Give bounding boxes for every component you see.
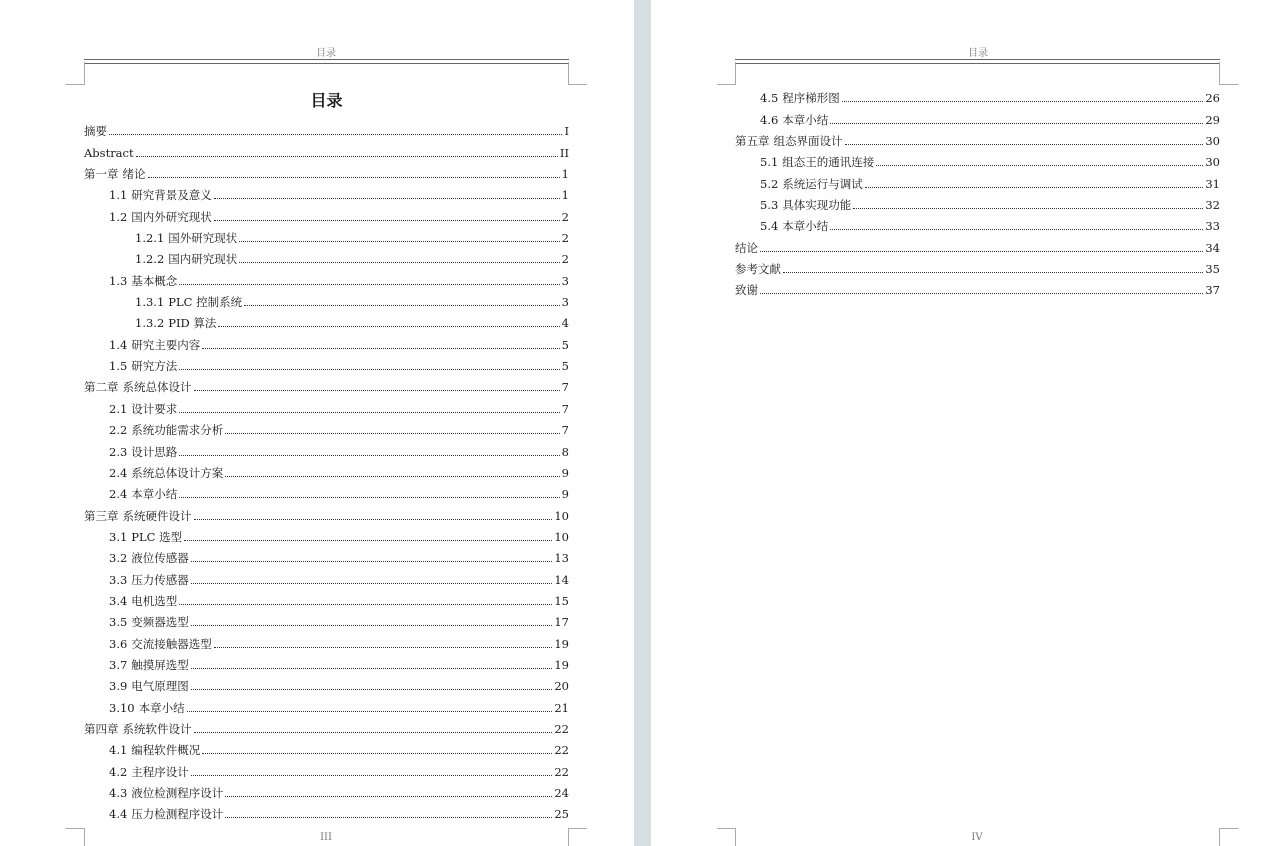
dot-leader <box>830 123 1203 124</box>
toc-entry[interactable] <box>84 224 569 245</box>
crop-mark <box>66 62 85 85</box>
toc-entry-text: 触摸屏选型 <box>131 657 189 672</box>
toc-entry-label <box>109 210 213 224</box>
toc-entry-label <box>84 167 147 181</box>
toc-entry[interactable] <box>84 181 569 202</box>
toc-entry-number: 2.4 <box>109 487 128 502</box>
toc-entry-text: 研究方法 <box>131 359 178 374</box>
dot-leader <box>184 540 552 541</box>
dot-leader <box>191 668 553 669</box>
dot-leader <box>191 775 553 776</box>
toc-entry-label <box>109 551 190 565</box>
toc-entry-label <box>109 402 178 416</box>
toc-entry[interactable] <box>735 84 1220 105</box>
toc-entry[interactable] <box>84 608 569 629</box>
toc-entry-label <box>760 91 841 105</box>
toc-entry-text: 致谢 <box>735 283 758 298</box>
toc-entry-number: 1.4 <box>109 337 128 352</box>
toc-entry-text: 设计思路 <box>131 444 178 459</box>
dot-leader <box>136 156 558 157</box>
toc-entry-number: 4.6 <box>760 112 779 127</box>
toc-entry-text: 设计要求 <box>131 401 178 416</box>
dot-leader <box>179 412 559 413</box>
toc-entry-page: 8 <box>561 444 569 459</box>
toc-entry-number: 3.10 <box>109 700 135 715</box>
toc-entry-text: 系统功能需求分析 <box>131 423 224 438</box>
toc-entry-text: 摘要 <box>84 124 107 139</box>
dot-leader <box>179 455 559 456</box>
document-page-right <box>651 0 1285 846</box>
toc-entry-number: 2.1 <box>109 401 128 416</box>
dot-leader <box>225 817 552 818</box>
toc-entry-label <box>84 124 108 138</box>
toc-entry-page: 25 <box>554 807 569 822</box>
toc-entry-text: 编程软件概况 <box>131 743 201 758</box>
toc-entry-number: 4.4 <box>109 807 128 822</box>
toc-entry-number: 3.5 <box>109 615 128 630</box>
dot-leader <box>194 519 553 520</box>
dot-leader <box>179 284 559 285</box>
toc-entry[interactable] <box>84 523 569 544</box>
toc-entry-page: 35 <box>1205 262 1220 277</box>
toc-entry-page: 1 <box>561 188 569 203</box>
toc-entry[interactable] <box>84 288 569 309</box>
toc-entry-number: 1.2.2 <box>135 252 165 267</box>
dot-leader <box>179 369 559 370</box>
crop-mark <box>717 828 736 846</box>
toc-entry[interactable] <box>84 266 569 287</box>
toc-entry-label <box>84 146 135 160</box>
toc-entry-page: 22 <box>554 743 569 758</box>
toc-entry[interactable] <box>84 138 569 159</box>
toc-entry[interactable] <box>735 191 1220 212</box>
toc-entry-number: 3.6 <box>109 636 128 651</box>
crop-mark <box>717 62 736 85</box>
toc-entry-page: 2 <box>561 252 569 267</box>
toc-entry[interactable] <box>84 544 569 565</box>
toc-entry-text: 结论 <box>735 240 758 255</box>
toc-entry-label <box>760 177 864 191</box>
toc-entry-number: 第二章 <box>84 380 119 395</box>
toc-entry-page: 31 <box>1205 176 1220 191</box>
toc-entry-number: 5.3 <box>760 198 779 213</box>
toc-entry-number: 5.4 <box>760 219 779 234</box>
dot-leader <box>202 348 559 349</box>
toc-entry-page: 19 <box>554 636 569 651</box>
toc-entry-text: 液位传感器 <box>131 551 189 566</box>
dot-leader <box>179 497 559 498</box>
toc-entry[interactable] <box>84 394 569 415</box>
toc-entry-label <box>760 155 875 169</box>
toc-entry-number: 1.3.2 <box>135 316 165 331</box>
toc-entry-text: PLC 选型 <box>131 529 183 544</box>
crop-mark <box>1219 62 1238 85</box>
toc-entry[interactable] <box>84 693 569 714</box>
toc-entry[interactable] <box>84 736 569 757</box>
toc-entry[interactable] <box>735 212 1220 233</box>
toc-entry[interactable] <box>84 672 569 693</box>
toc-entry[interactable] <box>84 309 569 330</box>
toc-title: 目录 <box>310 91 343 110</box>
toc-entry[interactable] <box>735 127 1220 148</box>
toc-entry-label <box>135 252 238 266</box>
toc-entry[interactable] <box>735 255 1220 276</box>
toc-entry-number: 5.1 <box>760 155 779 170</box>
dot-leader <box>842 101 1204 102</box>
dot-leader <box>214 198 560 199</box>
toc-entry-page: 30 <box>1205 155 1220 170</box>
toc-entry-number: 第五章 <box>735 134 770 149</box>
dot-leader <box>218 326 559 327</box>
toc-entry-page: I <box>564 124 569 139</box>
toc-entry[interactable] <box>84 800 569 821</box>
toc-entry[interactable] <box>735 276 1220 297</box>
toc-entry-text: 具体实现功能 <box>782 198 852 213</box>
toc-entry[interactable] <box>84 757 569 778</box>
toc-entry-text: 系统硬件设计 <box>122 508 192 523</box>
toc-entry-label <box>109 701 186 715</box>
toc-entry-label <box>109 807 224 821</box>
toc-entry-page: 15 <box>554 593 569 608</box>
toc-entry[interactable] <box>84 437 569 458</box>
toc-entry-label <box>84 380 193 394</box>
toc-entry[interactable] <box>84 779 569 800</box>
dot-leader <box>760 251 1203 252</box>
dot-leader <box>760 293 1203 294</box>
toc-entry-label <box>109 338 201 352</box>
toc-entry-label <box>109 274 178 288</box>
dot-leader <box>225 796 552 797</box>
toc-entry-text: 本章小结 <box>131 487 178 502</box>
toc-entry-page: 32 <box>1205 198 1220 213</box>
toc-entry-label <box>760 219 829 233</box>
toc-entry[interactable] <box>84 629 569 650</box>
toc-entry-page: 7 <box>561 423 569 438</box>
toc-entry-label <box>735 262 782 276</box>
toc-entry-text: 压力检测程序设计 <box>131 807 224 822</box>
toc-entry-page: 4 <box>561 316 569 331</box>
toc-entry-number: 3.3 <box>109 572 128 587</box>
toc-entry-text: 组态界面设计 <box>773 134 843 149</box>
document-page-left <box>0 0 634 846</box>
toc-entry-label <box>109 658 190 672</box>
page-footer: IV <box>971 832 983 843</box>
toc-entry-text: 本章小结 <box>138 700 185 715</box>
toc-entry-label <box>135 231 238 245</box>
header-rule <box>84 59 569 64</box>
dot-leader <box>783 272 1203 273</box>
toc-entry-page: 5 <box>561 337 569 352</box>
toc-entry[interactable] <box>84 352 569 373</box>
toc-entry-label <box>109 637 213 651</box>
toc-entry-page: 21 <box>554 700 569 715</box>
toc-entry-text: Abstract <box>84 145 134 160</box>
dot-leader <box>187 711 553 712</box>
toc-entry-label <box>135 295 243 309</box>
toc-entry[interactable] <box>84 715 569 736</box>
toc-entry-text: 系统运行与调试 <box>782 176 863 191</box>
toc-entry-page: 22 <box>554 721 569 736</box>
toc-entry-number: 第四章 <box>84 721 119 736</box>
crop-mark <box>1219 828 1238 846</box>
dot-leader <box>845 144 1204 145</box>
page-header: 目录 <box>968 48 988 59</box>
page-header: 目录 <box>316 48 336 59</box>
toc-entry-page: 17 <box>554 615 569 630</box>
toc-entry-label <box>109 487 178 501</box>
toc-entry[interactable] <box>84 565 569 586</box>
toc-entry-page: 2 <box>561 231 569 246</box>
toc-entry-label <box>109 188 213 202</box>
toc-entry-text: 国内外研究现状 <box>131 209 212 224</box>
toc-entry-text: 系统总体设计 <box>122 380 192 395</box>
toc-entry-text: PLC 控制系统 <box>168 295 243 310</box>
dot-leader <box>214 220 560 221</box>
dot-leader <box>191 561 553 562</box>
toc-entry-number: 4.5 <box>760 91 779 106</box>
toc-entry-page: 2 <box>561 209 569 224</box>
toc-entry-label <box>109 573 190 587</box>
toc-entry-label <box>84 509 193 523</box>
toc-entry-page: 19 <box>554 657 569 672</box>
toc-entry-label <box>109 679 190 693</box>
toc-entry[interactable] <box>84 459 569 480</box>
toc-entry-page: 5 <box>561 359 569 374</box>
toc-entry-text: 系统总体设计方案 <box>131 465 224 480</box>
toc-entry-number: 1.3.1 <box>135 295 165 310</box>
dot-leader <box>194 390 560 391</box>
page-footer: III <box>320 832 332 843</box>
toc-entry-text: 国外研究现状 <box>168 231 238 246</box>
toc-entry[interactable] <box>84 160 569 181</box>
toc-entry[interactable] <box>84 330 569 351</box>
dot-leader <box>194 732 553 733</box>
toc-entry-page: 10 <box>554 529 569 544</box>
toc-entry-text: 电气原理图 <box>131 679 189 694</box>
dot-leader <box>109 134 562 135</box>
dot-leader <box>830 229 1203 230</box>
toc-entry-number: 1.5 <box>109 359 128 374</box>
toc-entry-number: 3.1 <box>109 529 128 544</box>
toc-entry-number: 1.2 <box>109 209 128 224</box>
toc-entry[interactable] <box>84 587 569 608</box>
toc-entry-text: 液位检测程序设计 <box>131 786 224 800</box>
toc-entry-text: 程序梯形图 <box>782 91 840 106</box>
toc-entry-number: 3.9 <box>109 679 128 694</box>
toc-entry-label <box>109 765 190 779</box>
toc-entry-label <box>109 786 224 800</box>
dot-leader <box>148 177 560 178</box>
crop-mark <box>66 828 85 846</box>
toc-entry-number: 4.2 <box>109 764 128 779</box>
dot-leader <box>239 262 559 263</box>
toc-entry[interactable] <box>735 148 1220 169</box>
toc-entry-label <box>109 445 178 459</box>
toc-entry-number: 2.4 <box>109 465 128 480</box>
toc-entry-text: 基本概念 <box>131 273 178 288</box>
toc-entry-page: 26 <box>1205 91 1220 106</box>
toc-entry-page: 29 <box>1205 112 1220 127</box>
toc-entry-text: 国内研究现状 <box>168 252 238 267</box>
toc-entry-label <box>735 134 844 148</box>
toc-entry-number: 1.1 <box>109 188 128 203</box>
toc-entry-text: 绪论 <box>122 167 146 182</box>
toc-entry-text: 研究背景及意义 <box>131 188 212 203</box>
toc-entry-text: 压力传感器 <box>131 572 189 587</box>
toc-entry-number: 2.2 <box>109 423 128 438</box>
toc-entry[interactable] <box>735 233 1220 254</box>
toc-entry-page: 20 <box>554 679 569 694</box>
toc-entry-number: 2.3 <box>109 444 128 459</box>
dot-leader <box>202 753 552 754</box>
toc-entry[interactable] <box>84 501 569 522</box>
toc-entry-page: 1 <box>561 167 569 182</box>
dot-leader <box>214 647 553 648</box>
toc-entry-text: 参考文献 <box>735 262 781 277</box>
toc-entry-text: 本章小结 <box>782 219 829 234</box>
dot-leader <box>191 689 553 690</box>
toc-entry-page: 7 <box>561 380 569 395</box>
dot-leader <box>239 241 559 242</box>
toc-entry-page: 34 <box>1205 240 1220 255</box>
toc-entry-page: 22 <box>554 764 569 779</box>
toc-entry-page: 9 <box>561 465 569 480</box>
toc-entry-text: PID 算法 <box>168 316 217 331</box>
toc-entry[interactable] <box>84 651 569 672</box>
toc-entry-number: 4.3 <box>109 786 128 800</box>
dot-leader <box>876 165 1203 166</box>
toc-entry[interactable] <box>735 105 1220 126</box>
toc-entry-text: 系统软件设计 <box>122 721 192 736</box>
toc-entry-number: 3.2 <box>109 551 128 566</box>
header-rule <box>735 59 1220 64</box>
dot-leader <box>191 625 553 626</box>
toc-entry-label <box>735 241 759 255</box>
toc-entry-page: 9 <box>561 487 569 502</box>
toc-entry-label <box>735 283 759 297</box>
toc-entry-text: 主程序设计 <box>131 764 189 779</box>
toc-entry-number: 第一章 <box>84 167 119 182</box>
toc-entry-label <box>760 198 852 212</box>
dot-leader <box>225 476 559 477</box>
toc-entry-text: 组态王的通讯连接 <box>782 155 875 170</box>
toc-entry-number: 3.4 <box>109 593 128 608</box>
toc-entry-label <box>109 359 178 373</box>
toc-entry-number: 4.1 <box>109 743 128 758</box>
toc-entry-page: 3 <box>561 295 569 310</box>
toc-entry-label <box>109 530 183 544</box>
toc-entry-text: 电机选型 <box>131 593 178 608</box>
toc-entry-text: 研究主要内容 <box>131 337 201 352</box>
toc-entry-label <box>109 615 190 629</box>
dot-leader <box>853 208 1203 209</box>
toc-entry-number: 第三章 <box>84 508 119 523</box>
toc-entry-page: 7 <box>561 401 569 416</box>
toc-entry[interactable] <box>84 480 569 501</box>
toc-entry[interactable] <box>735 169 1220 190</box>
dot-leader <box>225 433 559 434</box>
toc-entry-label <box>109 466 224 480</box>
toc-entry-label <box>109 594 178 608</box>
toc-entry-page: 3 <box>561 273 569 288</box>
toc-entry-page: II <box>559 145 569 160</box>
toc-entry-page: 33 <box>1205 219 1220 234</box>
page-gutter <box>634 0 651 846</box>
toc-entry-label <box>84 722 193 736</box>
toc-list <box>735 84 1220 297</box>
dot-leader <box>865 187 1204 188</box>
toc-entry-page: 24 <box>554 786 569 800</box>
dot-leader <box>191 583 553 584</box>
crop-mark <box>568 62 587 85</box>
toc-entry[interactable] <box>84 202 569 223</box>
toc-entry[interactable] <box>84 416 569 437</box>
toc-entry-text: 变频器选型 <box>131 615 189 630</box>
toc-entry-number: 1.3 <box>109 273 128 288</box>
toc-entry-page: 13 <box>554 551 569 566</box>
toc-entry-text: 本章小结 <box>782 112 829 127</box>
toc-entry[interactable] <box>84 373 569 394</box>
toc-list <box>84 117 569 821</box>
toc-entry-page: 37 <box>1205 283 1220 298</box>
toc-entry-label <box>135 316 217 330</box>
dot-leader <box>244 305 560 306</box>
toc-entry-number: 5.2 <box>760 176 779 191</box>
toc-entry-label <box>109 743 201 757</box>
toc-entry-label <box>109 423 224 437</box>
toc-entry-page: 30 <box>1205 134 1220 149</box>
crop-mark <box>568 828 587 846</box>
toc-entry[interactable] <box>84 117 569 138</box>
toc-entry-number: 1.2.1 <box>135 231 165 246</box>
toc-entry[interactable] <box>84 245 569 266</box>
toc-entry-page: 14 <box>554 572 569 587</box>
toc-entry-label <box>760 113 829 127</box>
dot-leader <box>179 604 552 605</box>
toc-entry-number: 3.7 <box>109 657 128 672</box>
toc-entry-text: 交流接触器选型 <box>131 636 212 651</box>
toc-entry-page: 10 <box>554 508 569 523</box>
